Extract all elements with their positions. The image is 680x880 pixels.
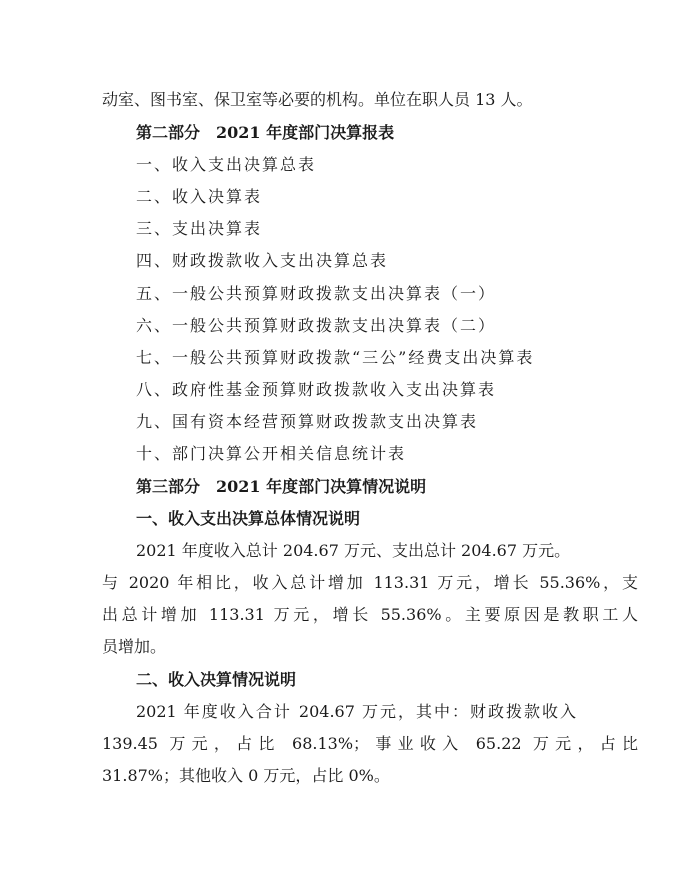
section2-title: 二、收入决算情况说明 bbox=[136, 670, 297, 689]
section2-line-1: 2021 年度收入合计 204.67 万元，其中：财政拨款收入 bbox=[136, 702, 576, 721]
section1-line-4: 员增加。 bbox=[102, 637, 167, 656]
part3-heading: 第三部分 2021 年度部门决算情况说明 bbox=[136, 477, 427, 496]
part2-item-6: 六、一般公共预算财政拨款支出决算表（二） bbox=[136, 316, 497, 335]
part2-item-8: 八、政府性基金预算财政拨款收入支出决算表 bbox=[136, 380, 497, 399]
part2-item-4: 四、财政拨款收入支出决算总表 bbox=[136, 251, 389, 270]
part2-item-10: 十、部门决算公开相关信息统计表 bbox=[136, 444, 407, 463]
section1-line-1: 2021 年度收入总计 204.67 万元、支出总计 204.67 万元。 bbox=[136, 541, 571, 560]
section1-line-2: 与 2020 年相比，收入总计增加 113.31 万元，增长 55.36%，支 bbox=[102, 573, 638, 592]
part2-item-9: 九、国有资本经营预算财政拨款支出决算表 bbox=[136, 412, 479, 431]
part2-item-2: 二、收入决算表 bbox=[136, 187, 263, 206]
intro-line: 动室、图书室、保卫室等必要的机构。单位在职人员 13 人。 bbox=[102, 90, 533, 109]
section1-line-3: 出总计增加 113.31 万元，增长 55.36%。主要原因是教职工人 bbox=[102, 605, 638, 624]
section1-title: 一、收入支出决算总体情况说明 bbox=[136, 509, 361, 528]
part2-item-1: 一、收入支出决算总表 bbox=[136, 155, 317, 174]
section2-line-3: 31.87%；其他收入 0 万元，占比 0%。 bbox=[102, 766, 390, 785]
part2-heading: 第二部分 2021 年度部门决算报表 bbox=[136, 123, 395, 142]
part2-item-3: 三、支出决算表 bbox=[136, 219, 263, 238]
section2-line-2: 139.45 万元，占比 68.13%；事业收入 65.22 万元，占比 bbox=[102, 734, 638, 753]
part2-item-7: 七、一般公共预算财政拨款“三公”经费支出决算表 bbox=[136, 348, 535, 367]
part2-item-5: 五、一般公共预算财政拨款支出决算表（一） bbox=[136, 284, 497, 303]
